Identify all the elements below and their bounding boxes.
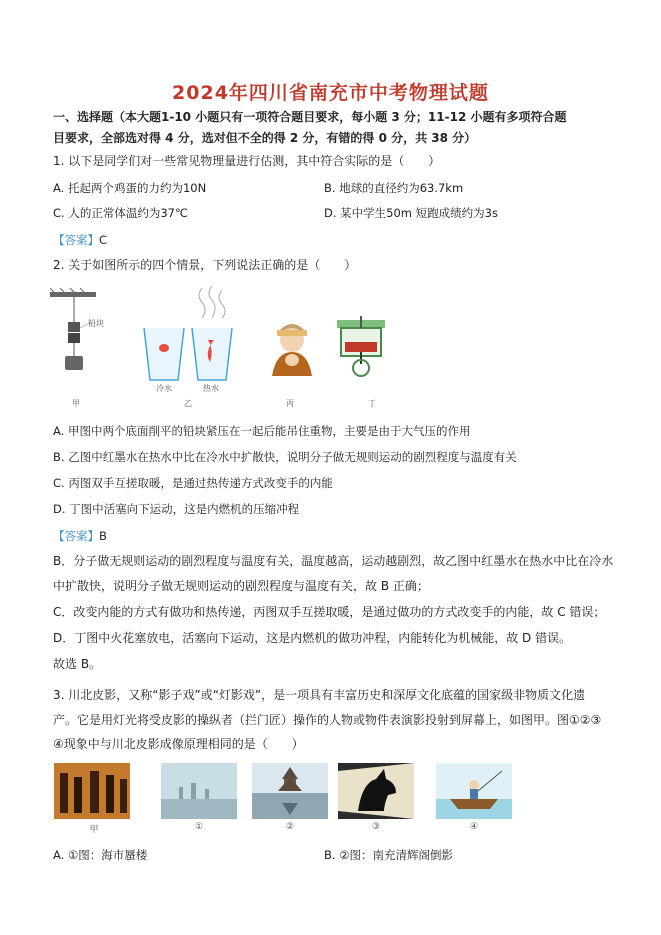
q2-explain-line-1: B．分子做无规则运动的剧烈程度与温度有关，温度越高，运动越剧烈，故乙图中红墨水在热水中比在冷水: [53, 554, 614, 568]
fig-label-ding: 丁: [368, 399, 376, 408]
q2-explain-line-4: D．丁图中火花塞放电，活塞向下运动，这是内燃机的做功冲程，内能转化为机械能，故 D 错误。: [53, 631, 572, 645]
photo-label-1: ①: [194, 822, 204, 832]
q2-explain-line-2: 中扩散快，说明分子做无规则运动的剧烈程度与温度有关，故 B 正确；: [53, 579, 429, 593]
q2-option-a: A. 甲图中两个底面削平的铅块紧压在一起后能吊住重物，主要是由于大气压的作用: [53, 424, 471, 438]
q2-answer: [53, 528, 107, 544]
q3-stem-line-1: 3. 川北皮影，又称“影子戏”或“灯影戏”，是一项具有丰富历史和深厚文化底蕴的国家级非物质文化遗: [53, 688, 586, 702]
answer-tag: 【答案】: [53, 529, 99, 543]
q3-stem-line-2: 产。它是用灯光将受皮影的操纵者（拦门匠）操作的人物或物件表演影投射到屏幕上，如图甲。图①②③: [53, 713, 602, 727]
q1-stem: 1. 以下是同学们对一些常见物理量进行估测，其中符合实际的是（ ）: [53, 154, 441, 168]
figure-bing-rubbing-hands: [262, 318, 322, 380]
q3-option-b: B. ②图：南充清辉阁倒影: [324, 848, 454, 862]
page-title: 2024年四川省南充市中考物理试题: [172, 82, 489, 104]
q1-option-c: C. 人的正常体温约为37℃: [53, 206, 188, 220]
q1-option-d: D. 某中学生50m 短跑成绩约为3s: [324, 206, 498, 220]
section-heading-line-2: 目要求，全部选对得 4 分，选对但不全的得 2 分，有错的得 0 分，共 38 分）: [53, 131, 477, 145]
photo-pagoda-reflection: [252, 763, 328, 819]
fig-label-jia: 甲: [72, 399, 80, 408]
q2-option-c: C. 丙图双手互搓取暖，是通过热传递方式改变手的内能: [53, 476, 333, 490]
figure-jia-lead-blocks: [50, 288, 130, 400]
fig-label-bing: 丙: [286, 399, 294, 408]
answer-tag: 【答案】: [53, 233, 99, 247]
answer-value: C: [99, 233, 108, 247]
q2-stem: 2. 关于如图所示的四个情景，下列说法正确的是（ ）: [53, 258, 357, 272]
fig-label-yi: 乙: [184, 399, 192, 408]
q2-explain-line-5: 故选 B。: [53, 657, 102, 671]
photo-label-2: ②: [285, 822, 295, 832]
q3-option-a: A. ①图：海市蜃楼: [53, 848, 148, 862]
fig-label-hot: 热水: [203, 384, 219, 393]
photo-label-3: ③: [371, 822, 381, 832]
fig-label-cold: 冷水: [156, 384, 172, 393]
q1-option-b: B. 地球的直径约为63.7km: [324, 181, 464, 195]
q3-stem-line-3: ④现象中与川北皮影成像原理相同的是（ ）: [53, 737, 304, 751]
q2-explain-line-3: C．改变内能的方式有做功和热传递，丙图双手互搓取暖，是通过做功的方式改变手的内能，故 C 错误；: [53, 605, 606, 619]
photo-mirage: [161, 763, 237, 819]
photo-shadow-puppets: [54, 763, 130, 819]
q2-option-b: B. 乙图中红墨水在热水中比在冷水中扩散快，说明分子做无规则运动的剧烈程度与温度有关: [53, 450, 517, 464]
photo-hand-shadow: [338, 763, 414, 819]
fig-label-lead: 铅块: [88, 319, 104, 328]
photo-label-4: ④: [469, 822, 479, 832]
q2-option-d: D. 丁图中活塞向下运动，这是内燃机的压缩冲程: [53, 502, 300, 516]
q1-answer: [53, 232, 107, 248]
figure-yi-beakers: [140, 286, 240, 386]
answer-value: B: [99, 529, 107, 543]
q1-option-a: A. 托起两个鸡蛋的力约为10N: [53, 181, 207, 195]
figure-ding-engine: [333, 314, 389, 380]
section-heading-line-1: 一、选择题（本大题1-10 小题只有一项符合题目要求，每小题 3 分；11-12 小题有多项符合题: [53, 110, 567, 124]
photo-fishing-boat: [436, 763, 512, 819]
photo-label-jia: 甲: [89, 825, 99, 835]
